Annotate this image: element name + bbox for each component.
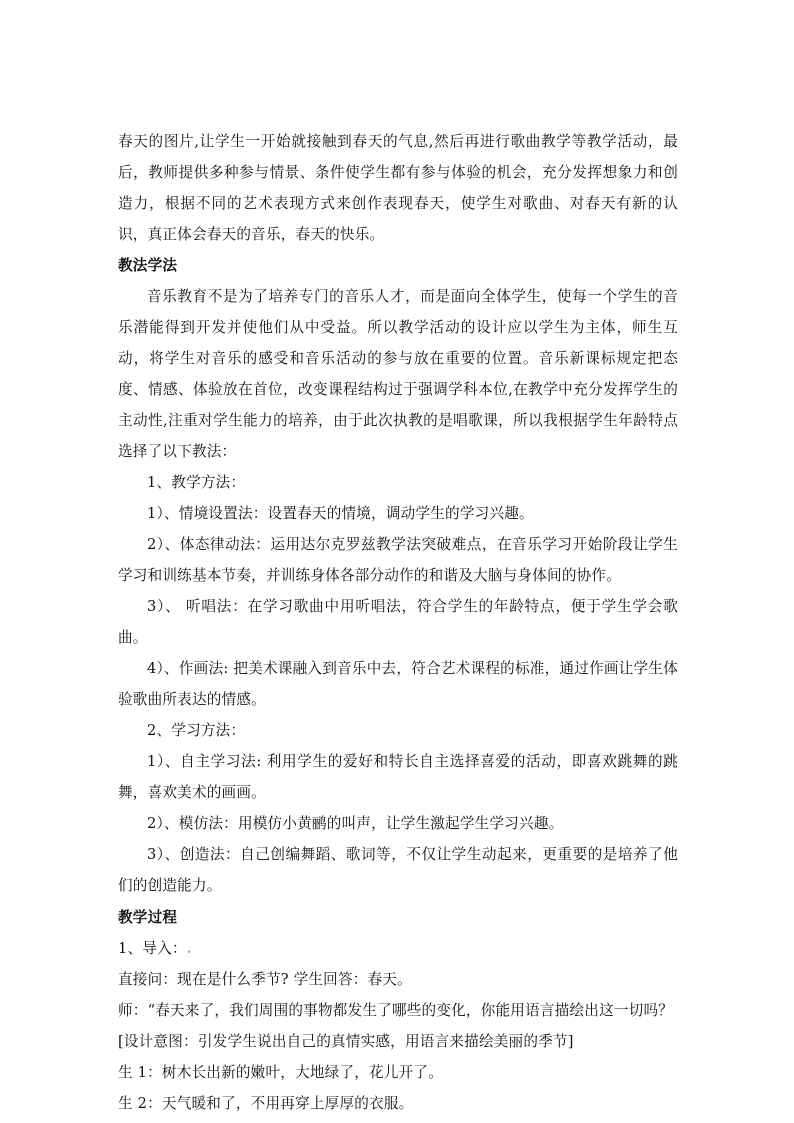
section-heading-process: 教学过程	[118, 909, 178, 926]
learning-method-item: 2）、模仿法：用模仿小黄鹂的叫声，让学生激起学生学习兴趣。	[147, 815, 564, 832]
teaching-method-item: 4）、作画法: 把美术课融入到音乐中去，符合艺术课程的标准，通过作画让学生体验歌曲所表达的情感。	[118, 660, 678, 708]
dialogue-line: 直接问：现在是什么季节? 学生回答：春天。	[118, 971, 412, 988]
design-intent-note: [设计意图：引发学生说出自己的真情实感，用语言来描绘美丽的季节]	[118, 1033, 574, 1050]
teaching-method-item: 2）、体态律动法：运用达尔克罗兹教学法突破难点，在音乐学习开始阶段让学生学习和训练基本节奏，并训练身体各部分动作的和谐及大脑与身体间的协作。	[118, 536, 678, 584]
step-intro-label: 1、导入：	[118, 940, 187, 957]
step-intro-mark: .	[186, 940, 192, 957]
section-heading-methods: 教法学法	[118, 257, 178, 274]
learning-method-item: 3）、创造法：自己创编舞蹈、歌词等，不仅让学生动起来，更重要的是培养了他们的创造能力。	[118, 846, 678, 894]
step-intro	[118, 933, 678, 964]
teaching-method-item: 1）、情境设置法：设置春天的情境，调动学生的学习兴趣。	[147, 505, 534, 522]
dialogue-line: 师：“春天来了，我们周围的事物都发生了哪些的变化，你能用语言描绘出这一切吗？	[118, 1002, 674, 1019]
learning-method-item: 1）、自主学习法: 利用学生的爱好和特长自主选择喜爱的活动，即喜欢跳舞的跳舞，喜欢美术的画画。	[118, 753, 678, 801]
learning-methods-title: 2、学习方法：	[147, 722, 246, 739]
intro-paragraph: 春天的图片,让学生一开始就接触到春天的气息,然后再进行歌曲教学等教学活动，最后，教师提供多种参与情景、条件使学生都有参与体验的机会，充分发挥想象力和创造力，根据不同的艺术表现方式来创作表现春天，使学生对歌曲、对春天有新的认识，真正体会春天的音乐，春天的快乐。	[118, 133, 678, 243]
dialogue-line: 生 2：天气暖和了，不用再穿上厚厚的衣服。	[118, 1095, 414, 1112]
dialogue-line: 生 1：树木长出新的嫩叶，大地绿了，花儿开了。	[118, 1064, 443, 1081]
teaching-methods-title: 1、教学方法：	[147, 474, 246, 491]
document-body	[118, 126, 678, 1119]
teaching-method-item: 3）、 听唱法：在学习歌曲中用听唱法，符合学生的年龄特点，便于学生学会歌曲。	[118, 598, 678, 646]
methods-paragraph: 音乐教育不是为了培养专门的音乐人才，而是面向全体学生，使每一个学生的音乐潜能得到开发并使他们从中受益。所以教学活动的设计应以学生为主体，师生互动，将学生对音乐的感受和音乐活动的参与放在重要的位置。音乐新课标规定把态度、情感、体验放在首位，改变课程结构过于强调学科本位,在教学中充分发挥学生的主动性,注重对学生能力的培养，由于此次执教的是唱歌课，所以我根据学生年龄特点选择了以下教法：	[118, 288, 678, 460]
